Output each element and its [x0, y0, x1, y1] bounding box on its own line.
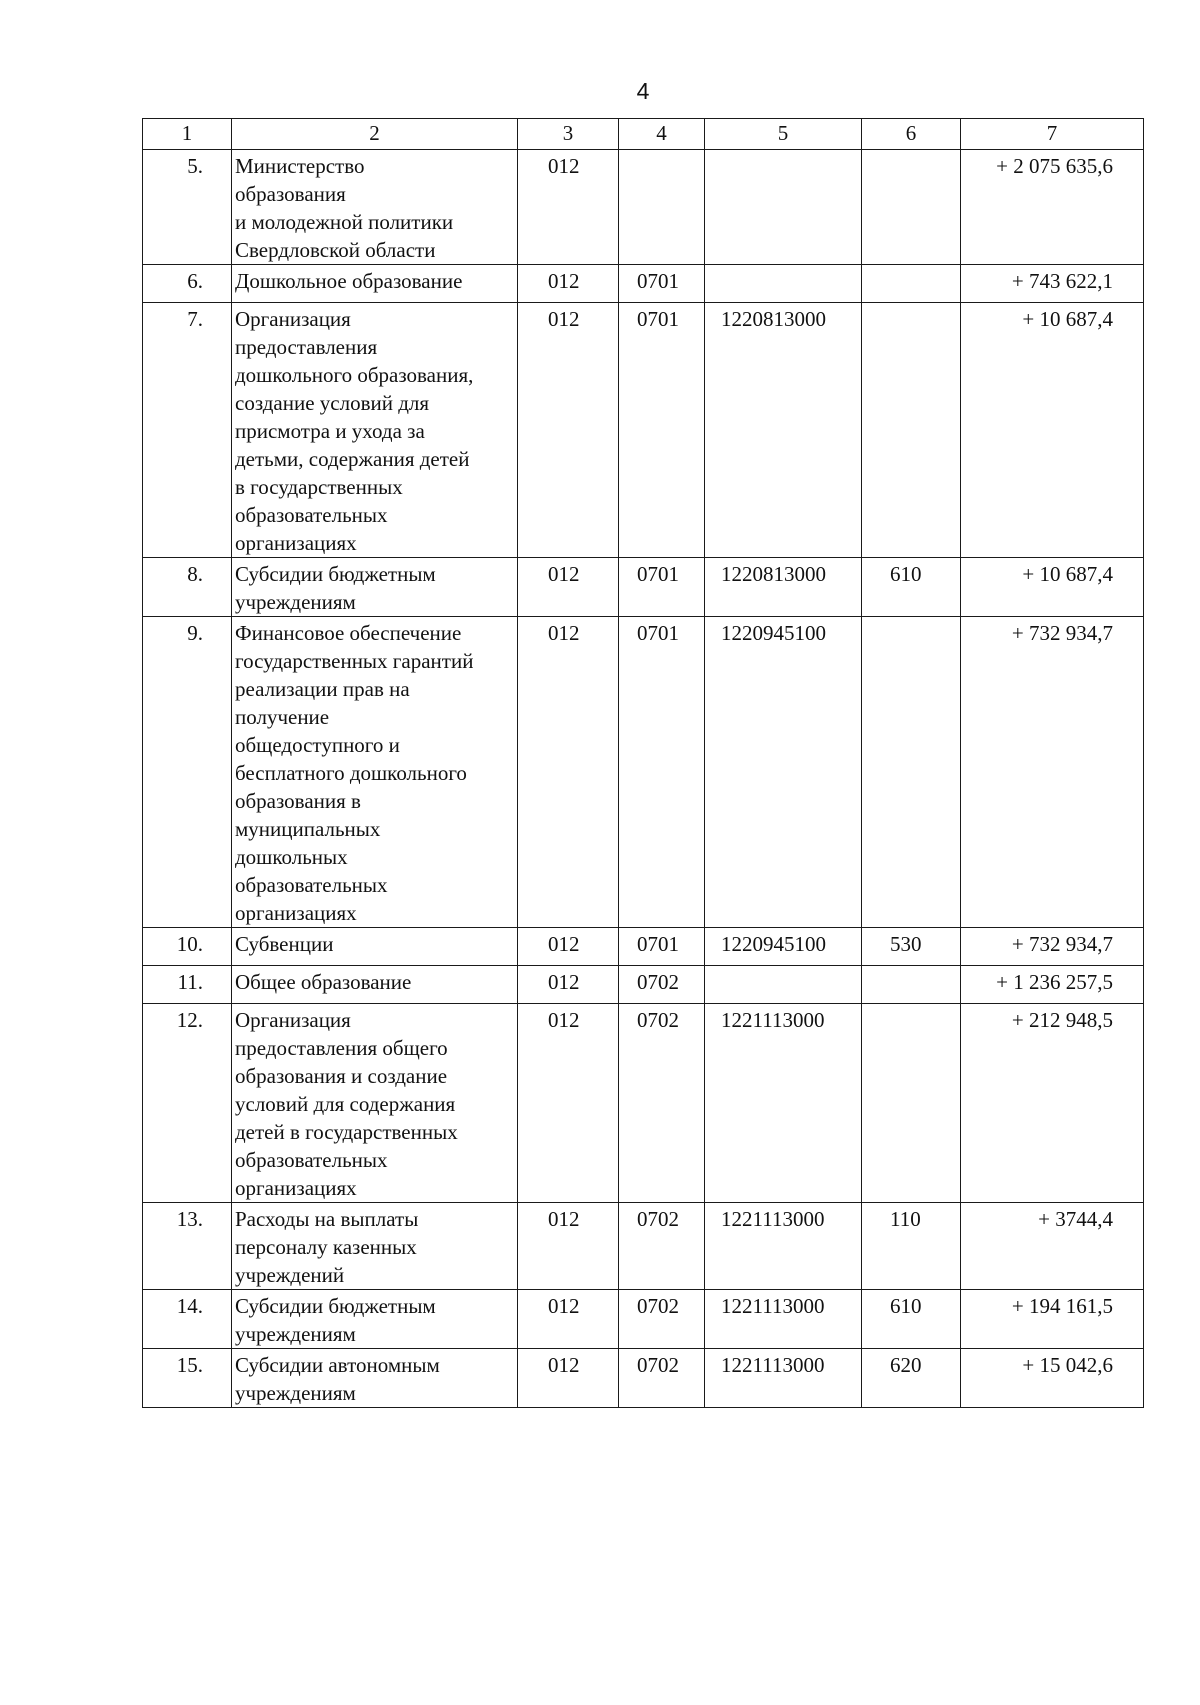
- amount-change: + 194 161,5: [961, 1290, 1144, 1349]
- row-name-line: условий для содержания: [235, 1092, 456, 1116]
- ministry-code: 012: [518, 1203, 619, 1290]
- section-code: 0702: [619, 1203, 705, 1290]
- row-name-line: Субсидии бюджетным: [235, 562, 436, 586]
- section-code: [619, 150, 705, 265]
- row-number: 12.: [143, 1004, 232, 1203]
- row-name-line: дошкольного образования,: [235, 363, 474, 387]
- row-name-line: государственных гарантий: [235, 649, 474, 673]
- ministry-code: 012: [518, 1349, 619, 1408]
- row-name-line: получение: [235, 705, 330, 729]
- row-name: [232, 303, 518, 558]
- row-name-line: бесплатного дошкольного: [235, 761, 467, 785]
- row-name-line: Субсидии бюджетным: [235, 1294, 436, 1318]
- ministry-code: 012: [518, 1004, 619, 1203]
- ministry-code: 012: [518, 617, 619, 928]
- ministry-code: 012: [518, 928, 619, 966]
- row-name: [232, 617, 518, 928]
- row-name-line: детей в государственных: [235, 1120, 458, 1144]
- amount-change: + 1 236 257,5: [961, 966, 1144, 1004]
- row-name: [232, 265, 518, 303]
- row-number: 13.: [143, 1203, 232, 1290]
- column-header: 6: [862, 119, 961, 150]
- row-name-line: Общее образование: [235, 970, 412, 994]
- row-name: [232, 1290, 518, 1349]
- table-row: [143, 558, 1144, 617]
- row-number: 5.: [143, 150, 232, 265]
- amount-change: + 3744,4: [961, 1203, 1144, 1290]
- row-name-line: персоналу казенных: [235, 1235, 417, 1259]
- row-name-line: Расходы на выплаты: [235, 1207, 419, 1231]
- column-header: 5: [705, 119, 862, 150]
- budget-table: [142, 118, 1144, 1408]
- row-name-line: образовательных: [235, 1148, 388, 1172]
- target-article-code: 1221113000: [705, 1004, 862, 1203]
- amount-change: + 10 687,4: [961, 303, 1144, 558]
- section-code: 0702: [619, 1004, 705, 1203]
- row-number: 7.: [143, 303, 232, 558]
- table-row: [143, 966, 1144, 1004]
- expense-type-code: [862, 303, 961, 558]
- row-name-line: образования и создание: [235, 1064, 448, 1088]
- row-name: [232, 150, 518, 265]
- row-name-line: образования в: [235, 789, 361, 813]
- section-code: 0702: [619, 966, 705, 1004]
- amount-change: + 732 934,7: [961, 617, 1144, 928]
- row-name-line: реализации прав на: [235, 677, 410, 701]
- amount-change: + 10 687,4: [961, 558, 1144, 617]
- ministry-code: 012: [518, 265, 619, 303]
- section-code: 0701: [619, 303, 705, 558]
- row-name-line: учреждениям: [235, 1322, 356, 1346]
- target-article-code: 1220813000: [705, 303, 862, 558]
- ministry-code: 012: [518, 150, 619, 265]
- expense-type-code: [862, 1004, 961, 1203]
- amount-change: + 212 948,5: [961, 1004, 1144, 1203]
- row-name-line: Субвенции: [235, 932, 334, 956]
- row-name-line: предоставления: [235, 335, 378, 359]
- page-number: 4: [636, 78, 650, 104]
- target-article-code: 1220945100: [705, 617, 862, 928]
- table-row: [143, 1290, 1144, 1349]
- row-number: 8.: [143, 558, 232, 617]
- row-name: [232, 928, 518, 966]
- row-name: [232, 558, 518, 617]
- column-header: 3: [518, 119, 619, 150]
- row-number: 10.: [143, 928, 232, 966]
- row-name-line: муниципальных: [235, 817, 381, 841]
- table-row: [143, 303, 1144, 558]
- row-name-line: Дошкольное образование: [235, 269, 463, 293]
- row-name: [232, 1203, 518, 1290]
- amount-change: + 15 042,6: [961, 1349, 1144, 1408]
- expense-type-code: 530: [862, 928, 961, 966]
- row-name: [232, 966, 518, 1004]
- amount-change: + 732 934,7: [961, 928, 1144, 966]
- row-name-line: учреждений: [235, 1263, 345, 1287]
- expense-type-code: 620: [862, 1349, 961, 1408]
- target-article-code: 1220945100: [705, 928, 862, 966]
- row-number: 14.: [143, 1290, 232, 1349]
- expense-type-code: [862, 150, 961, 265]
- amount-change: + 2 075 635,6: [961, 150, 1144, 265]
- row-name-line: организациях: [235, 1176, 357, 1200]
- row-name-line: Министерство: [235, 154, 365, 178]
- row-name-line: Финансовое обеспечение: [235, 621, 462, 645]
- row-name-line: образования: [235, 182, 346, 206]
- table-row: [143, 617, 1144, 928]
- row-name-line: создание условий для: [235, 391, 430, 415]
- expense-type-code: [862, 617, 961, 928]
- table-row: [143, 150, 1144, 265]
- target-article-code: [705, 150, 862, 265]
- row-name-line: в государственных: [235, 475, 403, 499]
- column-header: 7: [961, 119, 1144, 150]
- row-name: [232, 1004, 518, 1203]
- row-name-line: и молодежной политики: [235, 210, 454, 234]
- column-header: 2: [232, 119, 518, 150]
- expense-type-code: 110: [862, 1203, 961, 1290]
- expense-type-code: [862, 265, 961, 303]
- row-name-line: детьми, содержания детей: [235, 447, 470, 471]
- row-number: 6.: [143, 265, 232, 303]
- row-name-line: предоставления общего: [235, 1036, 448, 1060]
- row-name-line: организациях: [235, 531, 357, 555]
- amount-change: + 743 622,1: [961, 265, 1144, 303]
- row-name-line: учреждениям: [235, 590, 356, 614]
- ministry-code: 012: [518, 558, 619, 617]
- target-article-code: [705, 966, 862, 1004]
- row-name-line: общедоступного и: [235, 733, 400, 757]
- column-header: 4: [619, 119, 705, 150]
- row-name-line: организациях: [235, 901, 357, 925]
- row-number: 11.: [143, 966, 232, 1004]
- section-code: 0701: [619, 928, 705, 966]
- expense-type-code: [862, 966, 961, 1004]
- row-name-line: присмотра и ухода за: [235, 419, 425, 443]
- section-code: 0702: [619, 1290, 705, 1349]
- section-code: 0701: [619, 265, 705, 303]
- section-code: 0702: [619, 1349, 705, 1408]
- row-name-line: дошкольных: [235, 845, 348, 869]
- table-row: [143, 1203, 1144, 1290]
- target-article-code: 1221113000: [705, 1203, 862, 1290]
- table-header-row: [143, 119, 1144, 150]
- target-article-code: 1221113000: [705, 1290, 862, 1349]
- row-name-line: Организация: [235, 307, 351, 331]
- expense-type-code: 610: [862, 558, 961, 617]
- ministry-code: 012: [518, 1290, 619, 1349]
- target-article-code: 1220813000: [705, 558, 862, 617]
- row-name-line: Организация: [235, 1008, 351, 1032]
- row-number: 15.: [143, 1349, 232, 1408]
- table-row: [143, 265, 1144, 303]
- ministry-code: 012: [518, 303, 619, 558]
- section-code: 0701: [619, 617, 705, 928]
- target-article-code: [705, 265, 862, 303]
- table-row: [143, 1349, 1144, 1408]
- ministry-code: 012: [518, 966, 619, 1004]
- target-article-code: 1221113000: [705, 1349, 862, 1408]
- row-name-line: Субсидии автономным: [235, 1353, 440, 1377]
- section-code: 0701: [619, 558, 705, 617]
- row-name-line: образовательных: [235, 873, 388, 897]
- row-name-line: Свердловской области: [235, 238, 436, 262]
- row-name: [232, 1349, 518, 1408]
- table-row: [143, 1004, 1144, 1203]
- column-header: 1: [143, 119, 232, 150]
- row-number: 9.: [143, 617, 232, 928]
- row-name-line: образовательных: [235, 503, 388, 527]
- expense-type-code: 610: [862, 1290, 961, 1349]
- row-name-line: учреждениям: [235, 1381, 356, 1405]
- table-row: [143, 928, 1144, 966]
